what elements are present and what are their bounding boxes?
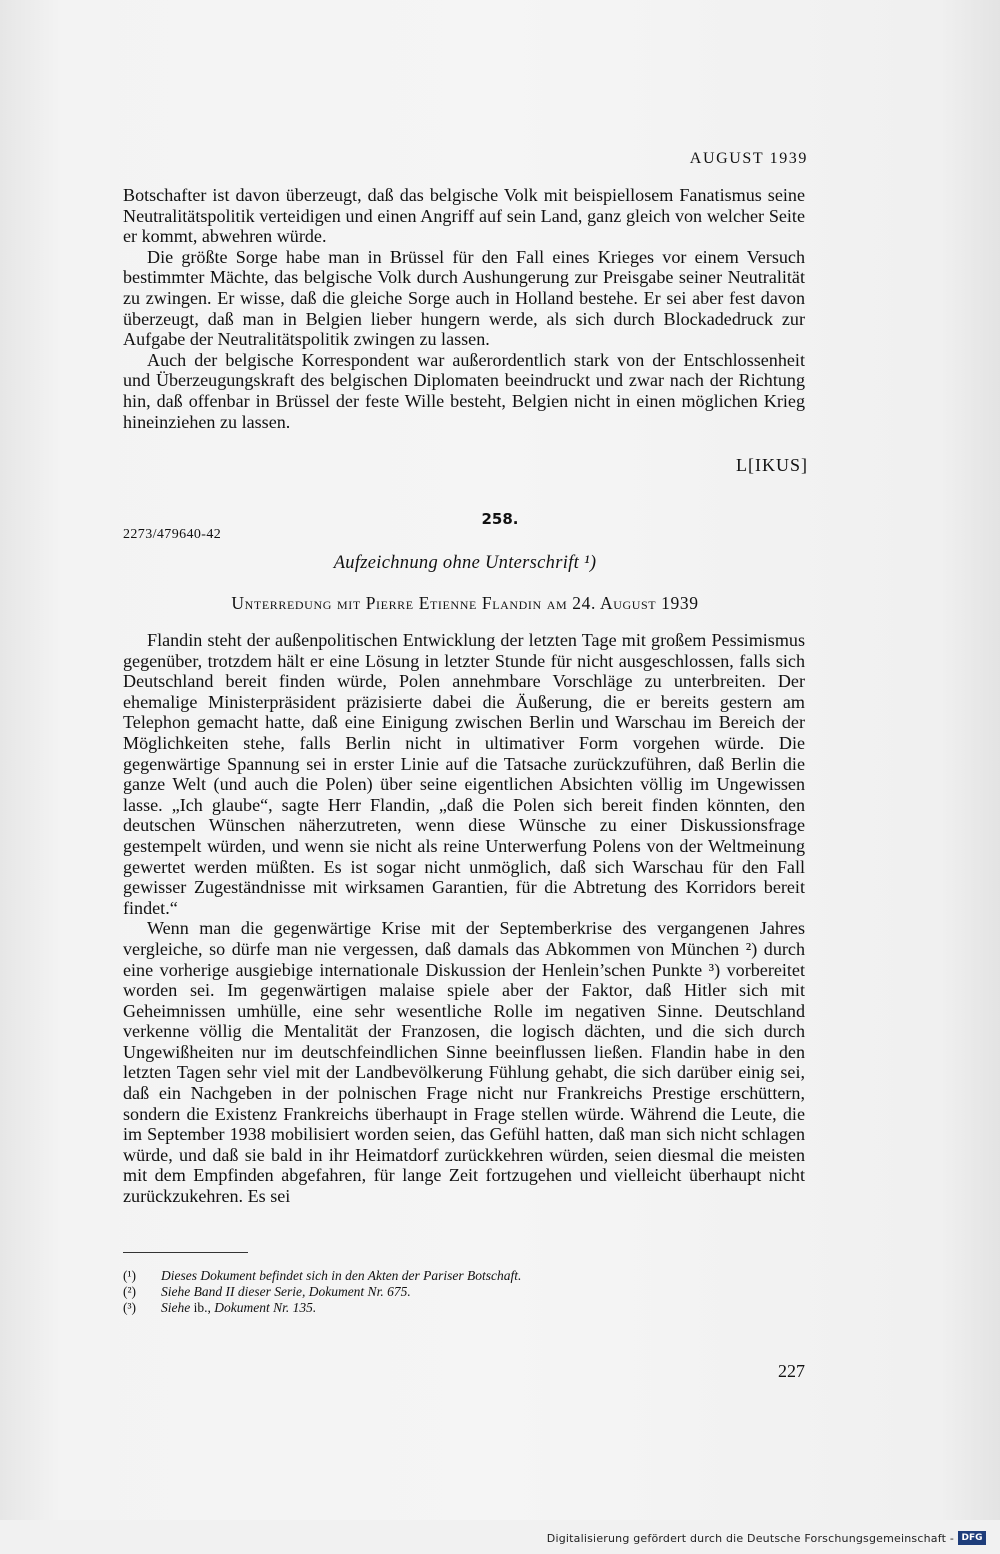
footnote — [123, 1268, 805, 1284]
footnotes — [123, 1268, 805, 1317]
running-head: AUGUST 1939 — [689, 150, 808, 167]
document-subheading: Unterredung mit Pierre Etienne Flandin am 24. August 1939 — [231, 593, 699, 613]
footnote-rule — [123, 1252, 248, 1253]
dfg-logo: DFG — [958, 1531, 986, 1545]
paragraph: Wenn man die gegenwärtige Krise mit der Septemberkrise des vergangenen Jahres vergleiche, so dürfe man nie vergessen, daß damals das Abkommen von München ²) durch eine vorherige ausgiebige internationale Diskussion der Henlein’schen Punkte ³) vorbereitet worden sei. Im gegenwärtigen malaise spiele aber der Faktor, daß Hitler sich mit Geheimnissen umhülle, eine sehr wesentliche Rolle im negativen Sinne. Deutschland verkenne völlig die Mentalität der Franzosen, die logisch dächten, und die sich durch Ungewißheiten nur im deutschfeindlichen Sinne beeinflussen ließen. Flandin habe in den letzten Tagen sehr viel mit der Landbevölkerung Fühlung gehabt, die sich darüber einig sei, daß ein Nachgeben in der polnischen Frage nicht nur Frankreichs Prestige erschüttern, sondern die Existenz Frankreichs überhaupt in Frage stellen würde. Während die Leute, die im September 1938 mobilisiert worden seien, das Gefühl hatten, daß man sich nicht schlagen würde, und daß sie bald in ihr Heimatdorf zurückkehren würden, seien diesmal die meisten mit dem Empfinden abgefahren, für lange Zeit fortzugehen und vielleicht überhaupt nicht zurückzukehren. Es sei — [123, 918, 805, 1207]
footnote-text — [161, 1300, 316, 1316]
footnote — [123, 1284, 805, 1300]
page-number: 227 — [778, 1361, 805, 1381]
document-body — [123, 630, 805, 1207]
footnote-text-suffix: Dokument Nr. 135. — [214, 1300, 317, 1316]
funding-note: Digitalisierung gefördert durch die Deutsche Forschungsgemeinschaft - — [546, 1532, 954, 1545]
signature: L[IKUS] — [736, 455, 808, 475]
footnote-text-prefix: Siehe — [161, 1300, 191, 1316]
document-reference: 2273/479640-42 — [123, 527, 222, 542]
footnote-text: Siehe Band II dieser Serie, Dokument Nr. 675. — [161, 1284, 411, 1300]
paragraph: Flandin steht der außenpolitischen Entwicklung der letzten Tage mit großem Pessimismus gegenüber, trotzdem hält er eine Lösung in letzter Stunde für nicht ausgeschlossen, falls sich Deutschland bereit finden würde, Polen annehmbare Vorschläge zu unterbreiten. Der ehemalige Ministerpräsident präzisierte dabei die Äußerung, die er bereits gestern am Telephon gemacht hatte, daß eine Einigung zwischen Berlin und Warschau im Bereich der Möglichkeiten stehe, falls Berlin nicht in ultimativer Form vorgehen würde. Die gegenwärtige Spannung sei in erster Linie auf die Tatsache zurückzuführen, daß Berlin die ganze Welt (und auch die Polen) über seine eigentlichen Absichten völlig im Ungewissen lasse. „Ich glaube“, sagte Herr Flandin, „daß die Polen sich bereit finden könnten, den deutschen Wünschen näherzutreten, wenn diese Wünsche zu einer Diskussionsfrage gestempelt würden, und wenn sie nicht als reine Unterwerfung Polens von der Weltmeinung gewertet werden müßten. Es ist sogar nicht unmöglich, daß sich Warschau für den Fall gewisser Zugeständnisse mit wirksamen Garantien, für die Abtretung des Korridors bereit findet.“ — [123, 630, 805, 918]
footnote-mark: (¹) — [123, 1268, 137, 1283]
document-heading: Aufzeichnung ohne Unterschrift ¹) — [333, 553, 597, 573]
footnote-mark: (³) — [123, 1300, 137, 1316]
footnote-text: Dieses Dokument befindet sich in den Akten der Pariser Botschaft. — [161, 1268, 522, 1283]
paragraph: Botschafter ist davon überzeugt, daß das belgische Volk mit beispiellosem Fanatismus seine Neutralitätspolitik verteidigen und einen Angriff auf sein Land, ganz gleich von welcher Seite er kommt, abwehren würde. — [123, 185, 805, 247]
paragraph: Die größte Sorge habe man in Brüssel für den Fall eines Krieges vor einem Versuch bestimmter Mächte, das belgische Volk durch Aushungerung zur Preisgabe seiner Neutralität zu zwingen. Er wisse, daß die gleiche Sorge auch in Holland bestehe. Er sei aber fest davon überzeugt, daß man in Belgien lieber hungern werde, als sich durch Blockadedruck zur Aufgabe der Neutralitätspolitik zwingen zu lassen. — [123, 246, 805, 350]
footnote-text-ib: ib., — [193, 1300, 211, 1316]
footnote-mark: (²) — [123, 1284, 137, 1300]
paragraph: Auch der belgische Korrespondent war außerordentlich stark von der Entschlossenheit und Überzeugungskraft des belgischen Diplomaten beeindruckt und zwar nach der Richtung hin, daß offenbar in Brüssel der feste Wille besteht, Belgien nicht in einen möglichen Krieg hineinziehen zu lassen. — [123, 349, 805, 432]
continuation-text — [123, 185, 805, 432]
footnote — [123, 1300, 805, 1316]
document-number: 258. — [481, 510, 519, 528]
